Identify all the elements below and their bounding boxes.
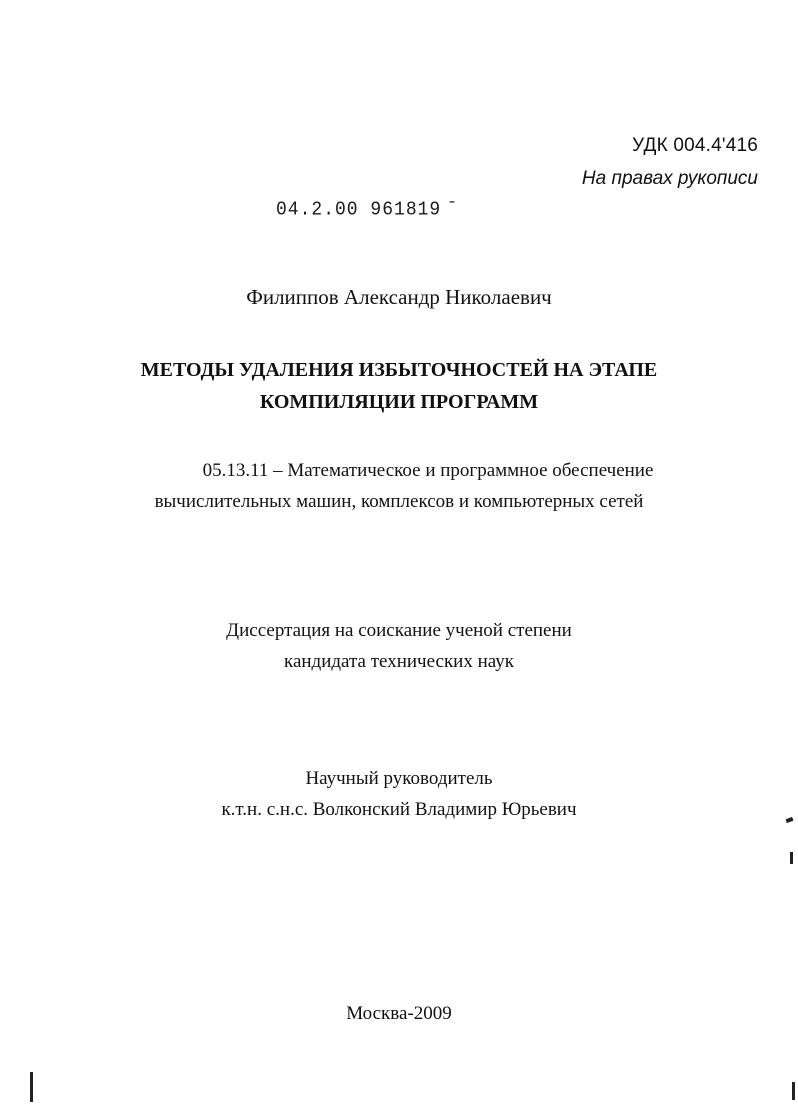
degree-block [0,615,798,677]
dissertation-title [0,354,798,418]
supervisor-label: Научный руководитель [305,768,493,789]
title-line-1: МЕТОДЫ УДАЛЕНИЯ ИЗБЫТОЧНОСТЕЙ НА ЭТАПЕ [140,359,658,381]
title-line-2: КОМПИЛЯЦИИ ПРОГРАММ [259,391,539,413]
specialty-block [0,455,798,517]
scan-artifact-mark [30,1072,33,1102]
supervisor-block [0,763,798,825]
udc-code: УДК 004.4'416 [632,135,758,156]
scan-artifact-mark [792,1082,795,1100]
supervisor-name: к.т.н. с.н.с. Волконский Владимир Юрьевич [221,799,577,820]
city-year: Москва-2009 [346,1003,452,1024]
degree-line-2: кандидата технических наук [284,651,514,672]
archive-stamp-number: 04.2.00 961819 ̄ [276,199,454,221]
author-name: Филиппов Александр Николаевич [246,285,552,309]
specialty-line-2: вычислительных машин, комплексов и компьютерных сетей [154,491,644,512]
manuscript-rights-note: На правах рукописи [581,168,758,189]
specialty-line-1: 05.13.11 – Математическое и программное обеспечение [202,460,654,481]
scan-artifact-mark [790,852,793,864]
degree-line-1: Диссертация на соискание ученой степени [226,620,572,641]
